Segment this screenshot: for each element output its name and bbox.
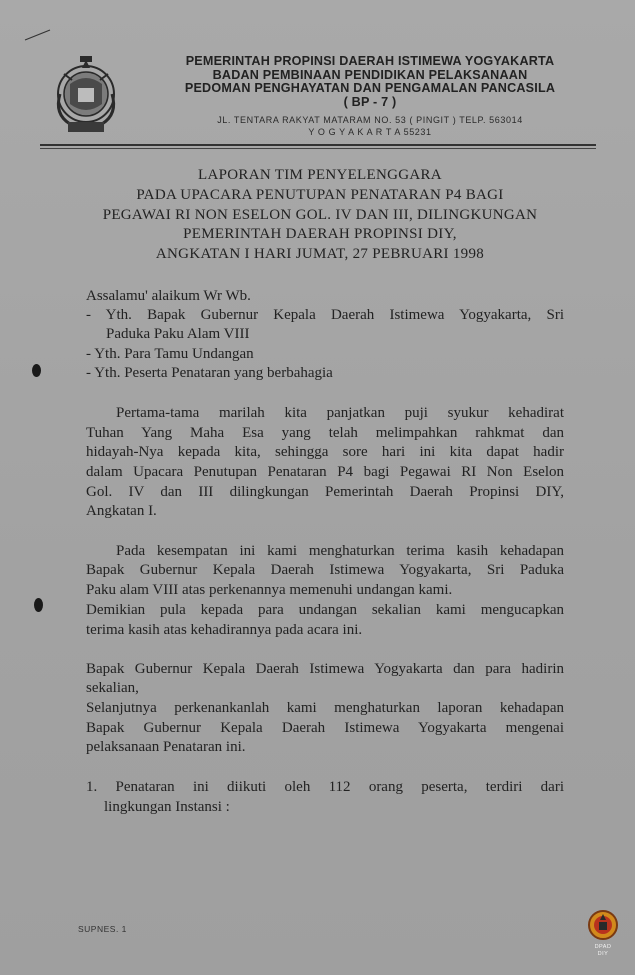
para1-line-4: dalam Upacara Penutupan Penataran P4 bagi Pegawai RI Non Eselon: [86, 464, 564, 480]
para1-line-3: hidayah-Nya kepada kita, sehingga sore hari ini kita dapat hadir: [86, 444, 564, 460]
greeting-item-1: - Yth. Bapak Gubernur Kepala Daerah Istimewa Yogyakarta, Sri: [86, 307, 564, 323]
dpad-diy-stamp-icon: [586, 908, 620, 958]
letterhead-line-2: BADAN PEMBINAAN PENDIDIKAN PELAKSANAAN: [212, 68, 528, 82]
letterhead-city: Y O G Y A K A R T A 55231: [308, 127, 432, 137]
greeting-salam: Assalamu' alaikum Wr Wb.: [86, 288, 251, 304]
svg-text:DPAD: DPAD: [594, 944, 612, 950]
greeting-item-1-cont: Paduka Paku Alam VIII: [106, 326, 250, 342]
title-line-1: LAPORAN TIM PENYELENGGARA: [198, 167, 442, 183]
title-line-5: ANGKATAN I HARI JUMAT, 27 PEBRUARI 1998: [155, 246, 485, 262]
letterhead-rule-thin: [40, 148, 596, 149]
letterhead-address: JL. TENTARA RAKYAT MATARAM NO. 53 ( PINGIT ) TELP. 563014: [217, 115, 523, 125]
para2-line-2: Bapak Gubernur Kepala Daerah Istimewa Yogyakarta, Sri Paduka: [86, 562, 564, 578]
para4-line-1: Bapak Gubernur Kepala Daerah Istimewa Yogyakarta dan para hadirin: [86, 661, 564, 677]
yogyakarta-crest-icon: [50, 54, 122, 138]
para1-line-6: Angkatan I.: [86, 503, 157, 519]
svg-text:DIY: DIY: [597, 951, 609, 957]
para1-line-1: Pertama-tama marilah kita panjatkan puji syukur kehadirat: [116, 405, 564, 421]
title-line-3: PEGAWAI RI NON ESELON GOL. IV DAN III, DILINGKUNGAN: [102, 207, 538, 223]
para2-line-1: Pada kesempatan ini kami menghaturkan terima kasih kehadapan: [116, 543, 564, 559]
title-line-4: PEMERINTAH DAERAH PROPINSI DIY,: [183, 226, 457, 242]
list-item-1: 1. Penataran ini diikuti oleh 112 orang peserta, terdiri dari: [86, 779, 564, 795]
footer-page-code: SUPNES. 1: [78, 924, 127, 934]
letterhead-line-3: PEDOMAN PENGHAYATAN DAN PENGAMALAN PANCASILA: [184, 81, 556, 95]
title-line-2: PADA UPACARA PENUTUPAN PENATARAN P4 BAGI: [136, 187, 504, 203]
letterhead-rule: [40, 144, 596, 146]
para3-line-1: Demikian pula kepada para undangan sekalian kami mengucapkan: [86, 602, 564, 618]
para5-line-3: pelaksanaan Penataran ini.: [86, 739, 246, 755]
para2-line-3: Paku alam VIII atas perkenannya memenuhi undangan kami.: [86, 582, 453, 598]
pen-mark: [24, 28, 52, 42]
para1-line-2: Tuhan Yang Maha Esa yang telah melimpahkan rahkmat dan: [86, 425, 564, 441]
letterhead-line-4: ( BP - 7 ): [343, 95, 397, 109]
para4-line-2: sekalian,: [86, 680, 139, 696]
greeting-item-2: - Yth. Para Tamu Undangan: [86, 346, 254, 362]
punch-hole-mark: [32, 364, 41, 377]
greeting-item-3: - Yth. Peserta Penataran yang berbahagia: [86, 365, 333, 381]
para5-line-2: Bapak Gubernur Kepala Daerah Istimewa Yogyakarta mengenai: [86, 720, 564, 736]
para1-line-5: Gol. IV dan III dilingkungan Pemerintah Daerah Propinsi DIY,: [86, 484, 564, 500]
para5-line-1: Selanjutnya perkenankanlah kami menghaturkan laporan kehadapan: [86, 700, 564, 716]
para3-line-2: terima kasih atas kehadirannya pada acara ini.: [86, 622, 363, 638]
letterhead-line-1: PEMERINTAH PROPINSI DAERAH ISTIMEWA YOGYAKARTA: [185, 54, 555, 68]
list-item-1-cont: lingkungan Instansi :: [104, 799, 230, 815]
punch-hole-mark-2: [34, 598, 43, 612]
